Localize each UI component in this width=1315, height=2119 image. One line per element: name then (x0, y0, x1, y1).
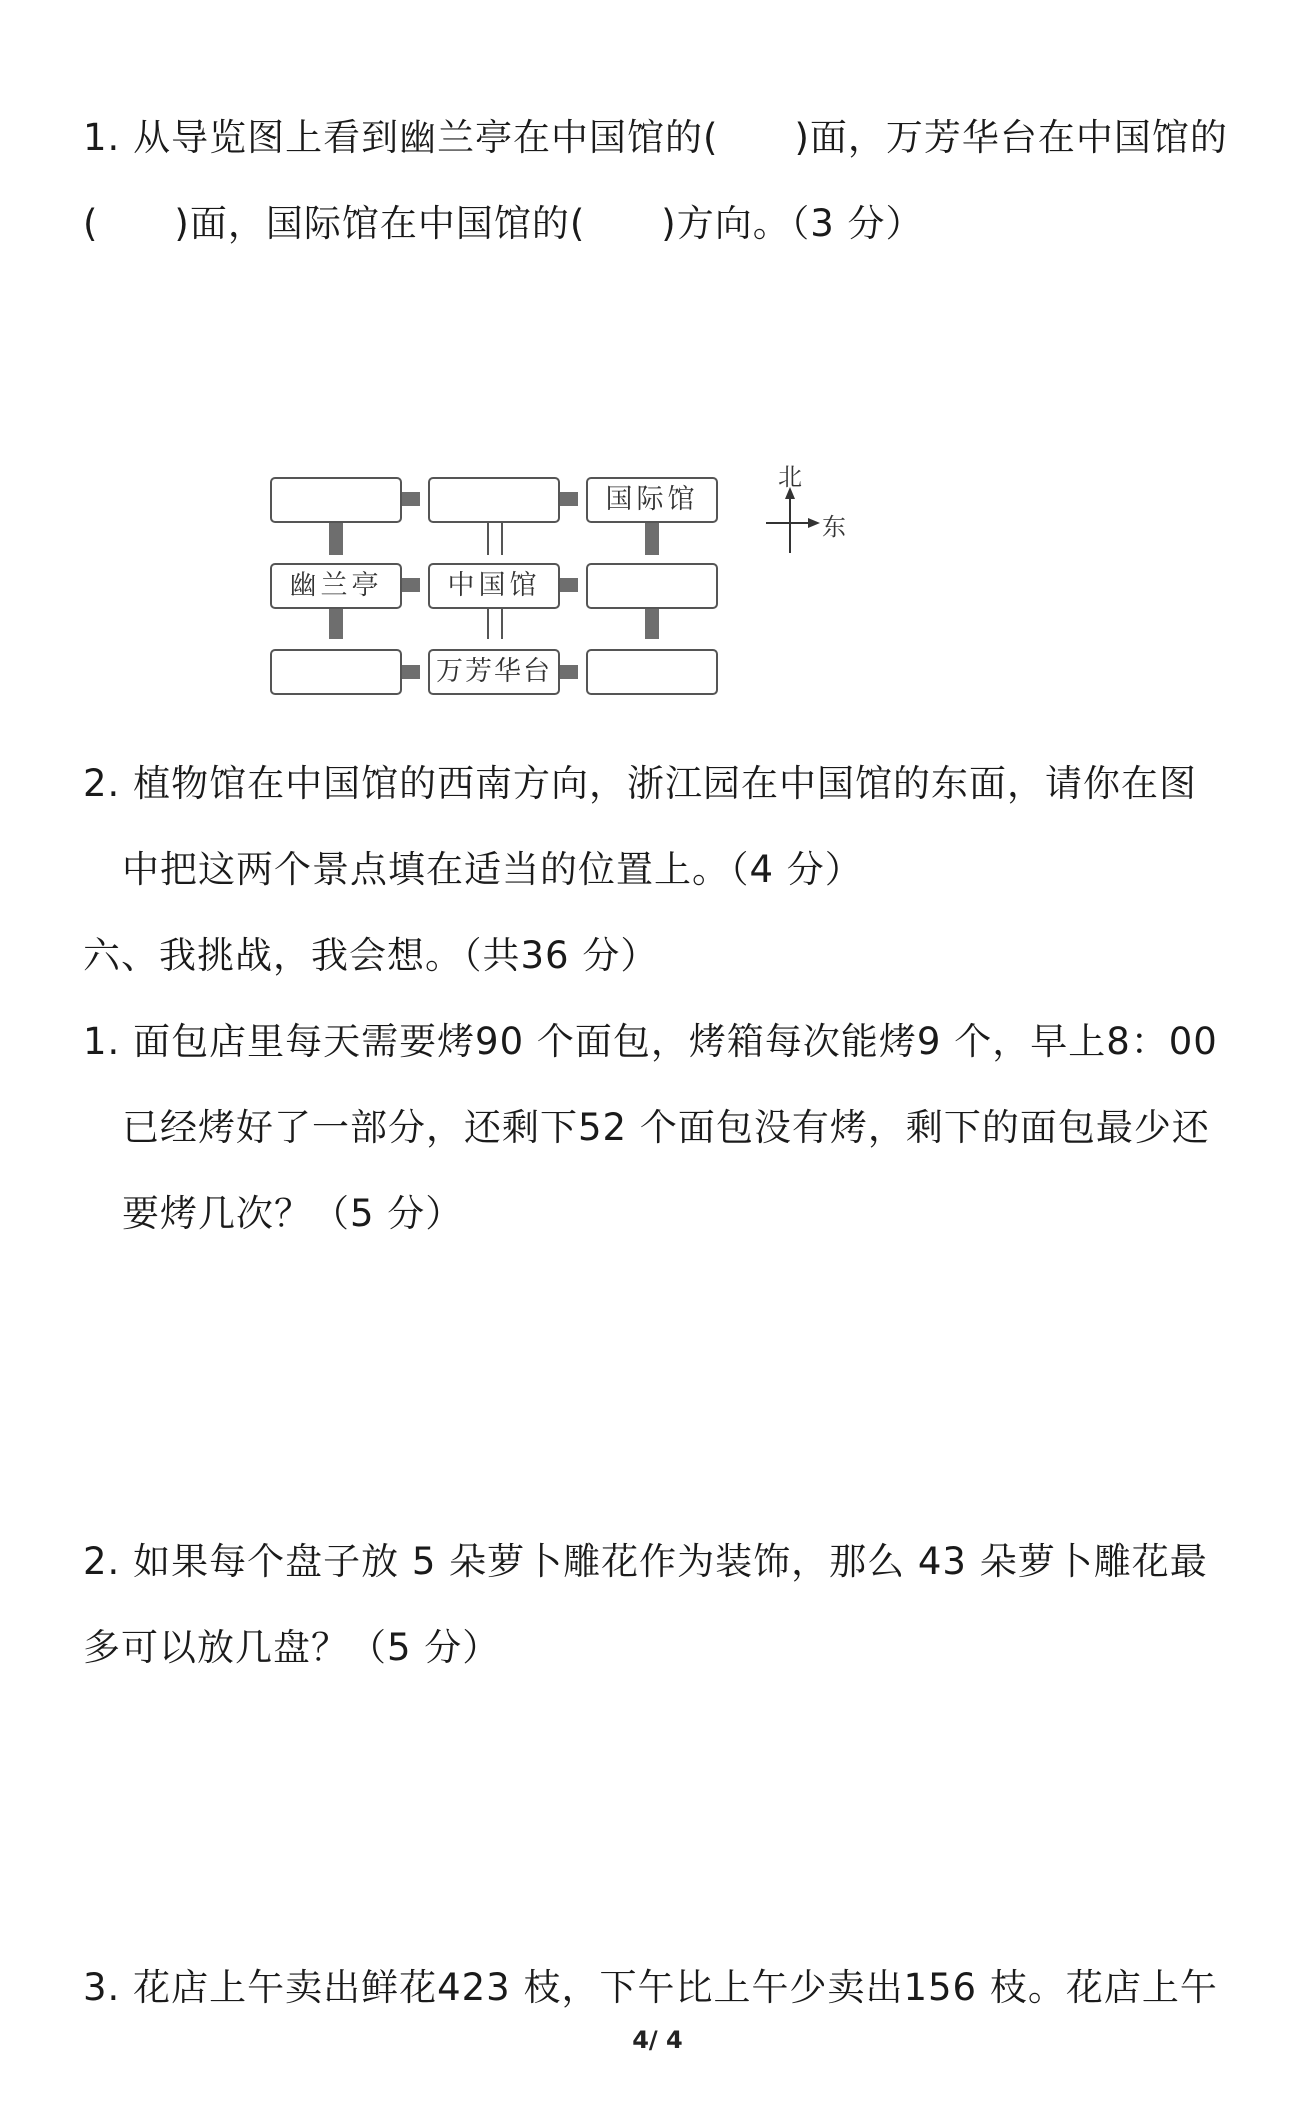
connector (402, 665, 420, 679)
connector (402, 578, 420, 592)
map-cell-empty (586, 649, 718, 695)
q1-line1: 1. 从导览图上看到幽兰亭在中国馆的( )面，万芳华台在中国馆的 (83, 116, 1228, 159)
connector (560, 492, 578, 506)
map-cell-empty (270, 649, 402, 695)
q2-line1: 2. 植物馆在中国馆的西南方向，浙江园在中国馆的东面，请你在图 (83, 762, 1198, 805)
p2-line1: 2. 如果每个盘子放 5 朵萝卜雕花作为装饰，那么 43 朵萝卜雕花最 (83, 1540, 1208, 1583)
guide-map (270, 465, 870, 705)
map-cell-youlan: 幽兰亭 (270, 563, 402, 609)
map-cell-guoji: 国际馆 (586, 477, 718, 523)
map-cell-empty (270, 477, 402, 523)
map-cell-empty (428, 477, 560, 523)
p1-line1: 1. 面包店里每天需要烤90 个面包，烤箱每次能烤9 个，早上8：00 (83, 1020, 1218, 1063)
p3-line1: 3. 花店上午卖出鲜花423 枝，下午比上午少卖出156 枝。花店上午 (83, 1966, 1218, 2009)
connector (560, 578, 578, 592)
connector (402, 492, 420, 506)
map-cell-empty (586, 563, 718, 609)
page-number: 4/ 4 (632, 2026, 683, 2054)
connector (560, 665, 578, 679)
map-cell-zhongguo: 中国馆 (428, 563, 560, 609)
p2-line2: 多可以放几盘？（5 分） (83, 1626, 501, 1669)
map-cell-wanfang: 万芳华台 (428, 649, 560, 695)
q1-line2: ( )面，国际馆在中国馆的( )方向。（3 分） (83, 202, 924, 245)
p1-line3: 要烤几次？（5 分） (122, 1192, 464, 1235)
p1-line2: 已经烤好了一部分，还剩下52 个面包没有烤，剩下的面包最少还 (122, 1106, 1210, 1149)
compass-north-label: 北 (778, 463, 802, 491)
q2-line2: 中把这两个景点填在适当的位置上。（4 分） (122, 848, 863, 891)
compass-east-label: 东 (822, 513, 846, 541)
section-heading: 六、我挑战，我会想。（共36 分） (83, 934, 659, 977)
east-arrow (808, 518, 820, 528)
